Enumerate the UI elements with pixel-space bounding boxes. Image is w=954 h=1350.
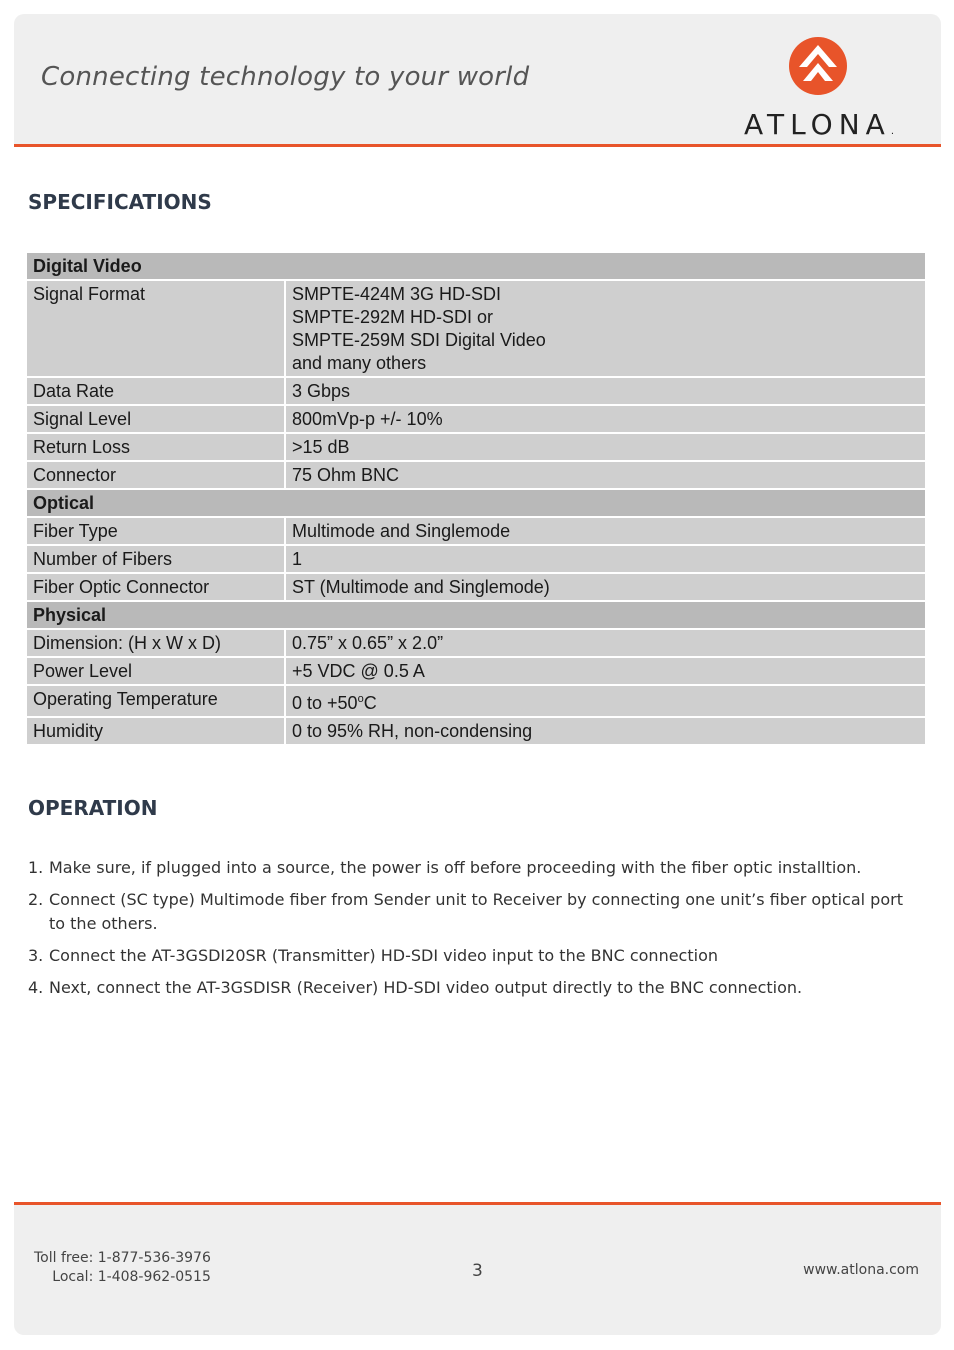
spec-value: 0 to 95% RH, non-condensing (284, 718, 925, 744)
table-row (27, 546, 925, 572)
spec-value: ST (Multimode and Singlemode) (284, 574, 925, 600)
logo-wordmark-text: ATLONA (743, 108, 891, 141)
operation-steps (28, 856, 908, 1008)
table-row (27, 630, 925, 656)
spec-value-line: SMPTE-292M HD-SDI or (292, 307, 494, 327)
degree-superscript: o (357, 693, 364, 705)
spec-label: Operating Temperature (27, 686, 284, 716)
step-number: 2. (28, 890, 44, 909)
spec-label: Signal Format (27, 281, 284, 376)
step-text: Next, connect the AT-3GSDISR (Receiver) HD-SDI video output directly to the BNC connection. (49, 978, 803, 997)
spec-value (284, 281, 925, 376)
step-number: 4. (28, 978, 44, 997)
spec-label: Return Loss (27, 434, 284, 460)
page-footer (14, 1205, 941, 1335)
list-item (28, 944, 908, 968)
spec-value: 1 (284, 546, 925, 572)
atlona-logo (709, 36, 929, 144)
tagline: Connecting technology to your world (41, 62, 530, 92)
atlona-logo-icon (787, 36, 849, 96)
spec-label: Connector (27, 462, 284, 488)
local-number: Local: 1-408-962-0515 (52, 1269, 211, 1285)
spec-value: 75 Ohm BNC (284, 462, 925, 488)
spec-value: 0.75” x 0.65” x 2.0” (284, 630, 925, 656)
group-label: Optical (27, 490, 925, 516)
website-link[interactable]: www.atlona.com (803, 1262, 919, 1278)
table-row (27, 518, 925, 544)
specifications-heading: SPECIFICATIONS (28, 190, 212, 214)
spec-label: Dimension: (H x W x D) (27, 630, 284, 656)
page-number: 3 (472, 1261, 483, 1281)
operation-heading: OPERATION (28, 796, 158, 820)
page-header (14, 14, 941, 146)
step-number: 1. (28, 858, 44, 877)
spec-label: Data Rate (27, 378, 284, 404)
logo-wordmark (709, 108, 929, 141)
spec-label: Fiber Type (27, 518, 284, 544)
header-divider (14, 144, 941, 147)
spec-value-line: and many others (292, 353, 427, 373)
table-row (27, 574, 925, 600)
spec-value-text: 0 to +50 (292, 693, 358, 713)
step-text: Make sure, if plugged into a source, the power is off before proceeding with the fiber optic installtion. (49, 858, 862, 877)
specifications-table (27, 251, 925, 746)
table-row (27, 434, 925, 460)
table-row (27, 378, 925, 404)
table-row (27, 462, 925, 488)
group-label: Digital Video (27, 253, 925, 279)
spec-value: +5 VDC @ 0.5 A (284, 658, 925, 684)
spec-value (284, 686, 925, 716)
spec-value-line: SMPTE-259M SDI Digital Video (292, 330, 546, 350)
spec-label: Signal Level (27, 406, 284, 432)
step-text: Connect (SC type) Multimode fiber from Sender unit to Receiver by connecting one unit’s fiber optical port to the others. (49, 890, 903, 933)
step-number: 3. (28, 946, 44, 965)
spec-value-unit: C (363, 693, 377, 713)
spec-value-line: SMPTE-424M 3G HD-SDI (292, 284, 502, 304)
group-row (27, 253, 925, 279)
list-item (28, 888, 908, 936)
spec-value: >15 dB (284, 434, 925, 460)
spec-value: Multimode and Singlemode (284, 518, 925, 544)
table-row (27, 658, 925, 684)
group-label: Physical (27, 602, 925, 628)
spec-label: Power Level (27, 658, 284, 684)
table-row (27, 686, 925, 716)
spec-label: Humidity (27, 718, 284, 744)
table-row (27, 718, 925, 744)
spec-value: 800mVp-p +/- 10% (284, 406, 925, 432)
spec-value: 3 Gbps (284, 378, 925, 404)
spec-label: Fiber Optic Connector (27, 574, 284, 600)
table-row (27, 406, 925, 432)
table-row (27, 281, 925, 376)
toll-free-number: Toll free: 1-877-536-3976 (34, 1250, 211, 1266)
logo-wordmark-dot: . (890, 126, 894, 137)
group-row (27, 602, 925, 628)
group-row (27, 490, 925, 516)
step-text: Connect the AT-3GSDI20SR (Transmitter) HD-SDI video input to the BNC connection (49, 946, 718, 965)
list-item (28, 976, 908, 1000)
list-item (28, 856, 908, 880)
contact-phones (34, 1249, 211, 1287)
spec-label: Number of Fibers (27, 546, 284, 572)
